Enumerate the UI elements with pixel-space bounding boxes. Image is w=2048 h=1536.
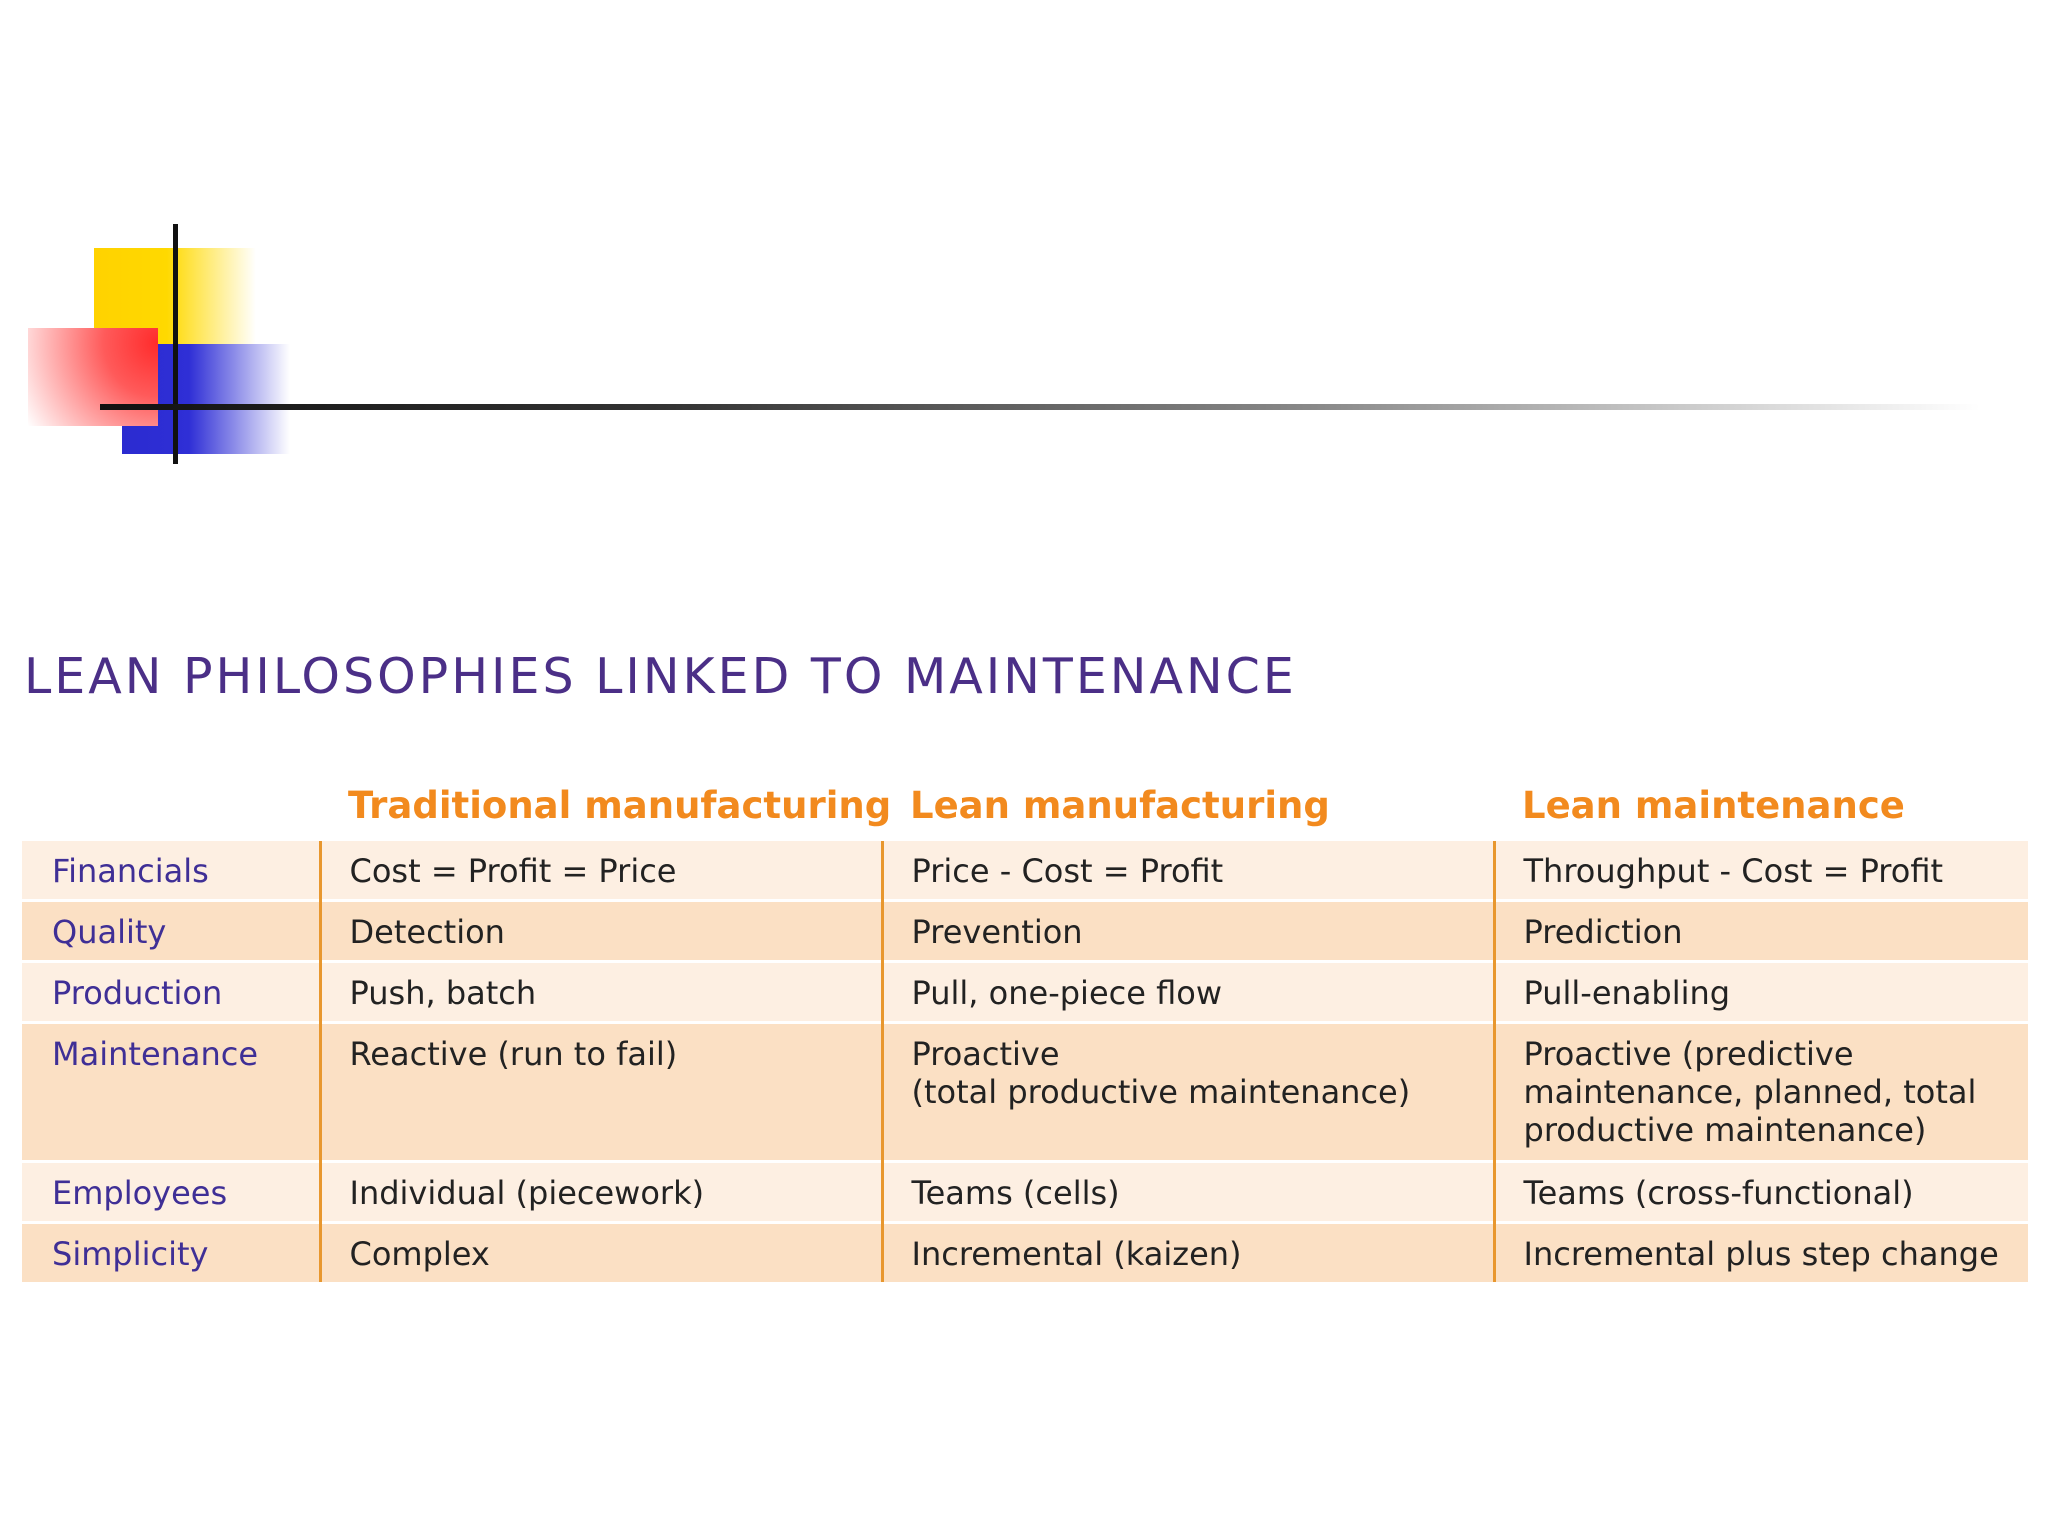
table-cell: Teams (cells) [882, 1162, 1494, 1223]
row-label: Quality [22, 901, 320, 962]
table-row [22, 840, 2028, 901]
cell-line: productive maintenance) [1523, 1111, 1927, 1149]
table-cell: Prevention [882, 901, 1494, 962]
header-blank [22, 772, 320, 840]
row-label: Financials [22, 840, 320, 901]
table-cell: Pull, one-piece flow [882, 962, 1494, 1023]
table-row [22, 962, 2028, 1023]
table-cell: Teams (cross-functional) [1494, 1162, 2028, 1223]
header-traditional-manufacturing: Traditional manufacturing [320, 772, 882, 840]
row-label: Maintenance [22, 1023, 320, 1162]
cell-line: (total productive maintenance) [911, 1073, 1411, 1111]
comparison-table [22, 772, 2028, 1282]
table-cell [320, 1023, 882, 1162]
table-row [22, 1223, 2028, 1283]
table-cell: Price - Cost = Profit [882, 840, 1494, 901]
row-label: Production [22, 962, 320, 1023]
table-row [22, 1162, 2028, 1223]
cell-line: Reactive (run to fail) [349, 1035, 678, 1073]
cell-line: maintenance, planned, total [1523, 1073, 1977, 1111]
table-cell: Detection [320, 901, 882, 962]
table-cell: Incremental (kaizen) [882, 1223, 1494, 1283]
table-cell [882, 1023, 1494, 1162]
red-square [28, 328, 158, 426]
table-cell: Pull-enabling [1494, 962, 2028, 1023]
table-cell [1494, 1023, 2028, 1162]
table-cell: Prediction [1494, 901, 2028, 962]
table-row [22, 1023, 2028, 1162]
comparison-table-container [22, 772, 2028, 1282]
cell-line: Proactive [911, 1035, 1060, 1073]
horizontal-rule [100, 404, 1980, 410]
header-lean-maintenance: Lean maintenance [1494, 772, 2028, 840]
header-lean-manufacturing: Lean manufacturing [882, 772, 1494, 840]
slide-logo-decoration [0, 0, 2048, 480]
table-cell: Cost = Profit = Price [320, 840, 882, 901]
table-cell: Individual (piecework) [320, 1162, 882, 1223]
vertical-rule [173, 224, 178, 464]
cell-line: Proactive (predictive [1523, 1035, 1854, 1073]
table-row [22, 901, 2028, 962]
table-cell: Throughput - Cost = Profit [1494, 840, 2028, 901]
row-label: Employees [22, 1162, 320, 1223]
table-header-row [22, 772, 2028, 840]
slide-title: LEAN PHILOSOPHIES LINKED TO MAINTENANCE [24, 648, 1297, 705]
table-cell: Incremental plus step change [1494, 1223, 2028, 1283]
table-cell: Push, batch [320, 962, 882, 1023]
table-cell: Complex [320, 1223, 882, 1283]
row-label: Simplicity [22, 1223, 320, 1283]
